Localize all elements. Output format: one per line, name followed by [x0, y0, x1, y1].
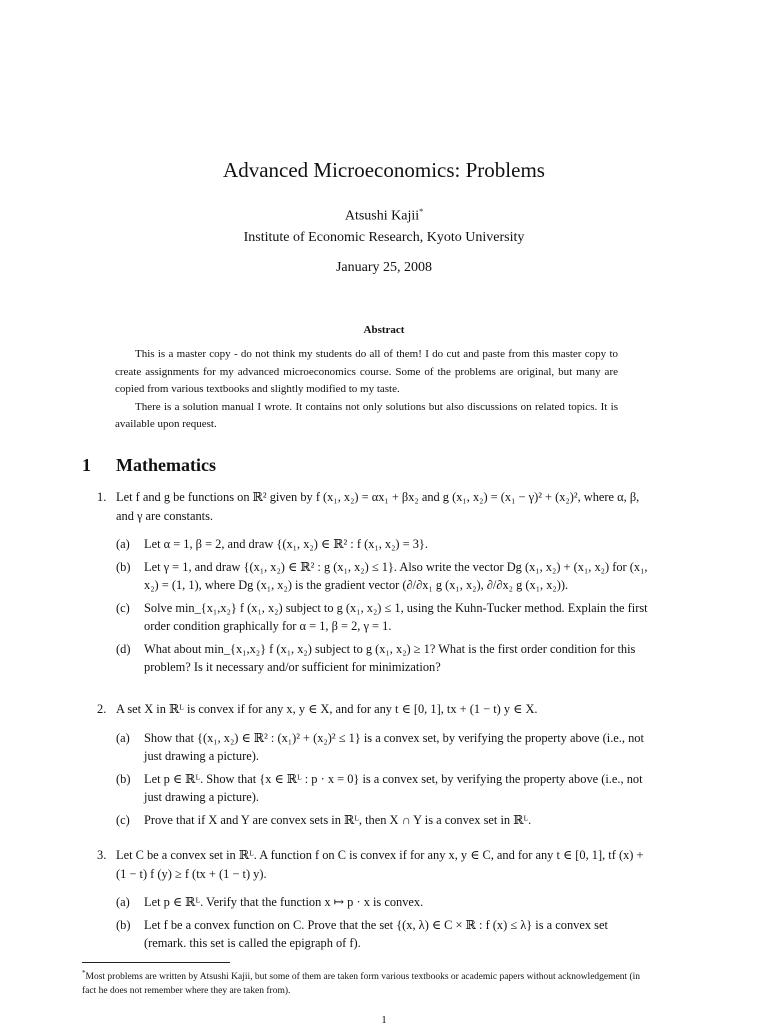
section-heading: [82, 455, 216, 476]
footnote-rule: [82, 962, 230, 963]
problem-3-text: Let C be a convex set in ℝᴸ. A function f on C is convex if for any x, y ∈ C, and for any t ∈ [0, 1], tf (x) + (1 − t) f (y) ≥ f (tx + (1 − t) y).: [116, 848, 644, 881]
footnote-mark: *: [82, 969, 86, 977]
problem-2a-label: (a): [116, 730, 130, 745]
problem-1d-text: What about min_{x₁,x₂} f (x₁, x₂) subject to g (x₁, x₂) ≥ 1? What is the first order condition for this problem? Is it necessary and/or sufficient for minimization?: [144, 641, 636, 674]
problem-1d: [116, 640, 652, 677]
footnote: [82, 966, 654, 998]
problem-2-text: A set X in ℝᴸ is convex if for any x, y ∈ X, and for any t ∈ [0, 1], tx + (1 − t) y ∈ X.: [116, 702, 538, 716]
problem-3a-text: Let p ∈ ℝᴸ. Verify that the function x ↦ p · x is convex.: [144, 895, 424, 909]
problem-2c-text: Prove that if X and Y are convex sets in ℝᴸ, then X ∩ Y is a convex set in ℝᴸ.: [144, 812, 532, 827]
publication-date: January 25, 2008: [335, 260, 433, 275]
problem-1c-label: (c): [116, 600, 130, 615]
footnote-text: Most problems are written by Atsushi Kajii, but some of them are taken form various textbooks or academic papers without acknowledgement (in fact he does not remember where they are taken from).: [82, 972, 641, 997]
problem-1b: [116, 558, 652, 595]
problem-1c: [116, 599, 652, 636]
problem-1b-label: (b): [116, 559, 131, 574]
problem-1a-text: Let α = 1, β = 2, and draw {(x₁, x₂) ∈ ℝ² : f (x₁, x₂) = 3}.: [144, 537, 428, 551]
problem-2a-text: Show that {(x₁, x₂) ∈ ℝ² : (x₁)² + (x₂)² ≤ 1} is a convex set, by verifying the property above (i.e., not just drawing a picture).: [144, 730, 644, 763]
problem-3a-label: (a): [116, 895, 130, 909]
page-number: 1: [381, 1014, 387, 1026]
problem-2: [97, 700, 652, 829]
problem-2b: [116, 770, 652, 807]
problem-2-label: 2.: [97, 702, 107, 716]
problem-1c-text: Solve min_{x₁,x₂} f (x₁, x₂) subject to g (x₁, x₂) ≤ 1, using the Kuhn-Tucker method. Explain the first order condition graphically for α = 1, β = 2, γ = 1.: [144, 600, 648, 633]
section-number: 1: [82, 455, 91, 475]
abstract-paragraph-2: There is a solution manual I wrote. It contains not only solutions but also discussions on related topics. It is available upon request.: [115, 400, 618, 430]
problem-2-statement: [97, 700, 652, 719]
abstract-heading: Abstract: [363, 324, 405, 336]
problem-3b-text: Let f be a convex function on C. Prove that the set {(x, λ) ∈ C × ℝ : f (x) ≤ λ} is a convex set (remark. this set is called the epigraph of f).: [144, 917, 608, 950]
problem-1-statement: [97, 488, 652, 525]
problem-1-label: 1.: [97, 490, 107, 504]
problem-1a-label: (a): [116, 537, 130, 551]
problem-3b-label: (b): [116, 917, 131, 932]
problem-1a: [116, 535, 652, 554]
problem-2c-label: (c): [116, 812, 130, 827]
problem-3b: [116, 916, 652, 953]
problem-1b-text: Let γ = 1, and draw {(x₁, x₂) ∈ ℝ² : g (x₁, x₂) ≤ 1}. Also write the vector Dg (x₁, x₂) + (x₁, x₂) for (x₁, x₂) = (1, 1), where Dg (x₁, x₂) is the gradient vector (∂/∂x₁ g (x₁, x₂), ∂/∂x₂ g (x₁, x₂)).: [144, 559, 648, 592]
section-title: Mathematics: [116, 455, 216, 475]
abstract-paragraph-1: This is a master copy - do not think my students do all of them! I do cut and paste from this master copy to create assignments for my advanced microeconomics course. Some of the problems are original, but many are copied from various textbooks and slightly modified to my taste.: [115, 348, 618, 395]
problem-3-label: 3.: [97, 848, 107, 862]
problem-1d-label: (d): [116, 641, 131, 656]
problem-2a: [116, 729, 652, 766]
problem-2b-label: (b): [116, 771, 131, 786]
author-footnote-mark: *: [419, 207, 424, 216]
author-name: Atsushi Kajii: [344, 208, 420, 224]
author-line: [0, 207, 768, 225]
problem-2c: [116, 811, 652, 830]
problem-2b-text: Let p ∈ ℝᴸ. Show that {x ∈ ℝᴸ : p · x = 0} is a convex set, by verifying the property above (i.e., not just drawing a picture).: [144, 771, 643, 804]
problem-1-text: Let f and g be functions on ℝ² given by f (x₁, x₂) = αx₁ + βx₂ and g (x₁, x₂) = (x₁ − γ)² + (x₂)², where α, β, and γ are constants.: [116, 490, 640, 523]
abstract-body: [115, 346, 618, 434]
affiliation: Institute of Economic Research, Kyoto University: [243, 230, 525, 245]
problem-3a: [116, 893, 652, 912]
paper-title: Advanced Microeconomics: Problems: [223, 158, 545, 182]
problem-1: [97, 488, 652, 677]
problem-3: [97, 846, 652, 953]
problem-3-statement: [97, 846, 652, 883]
